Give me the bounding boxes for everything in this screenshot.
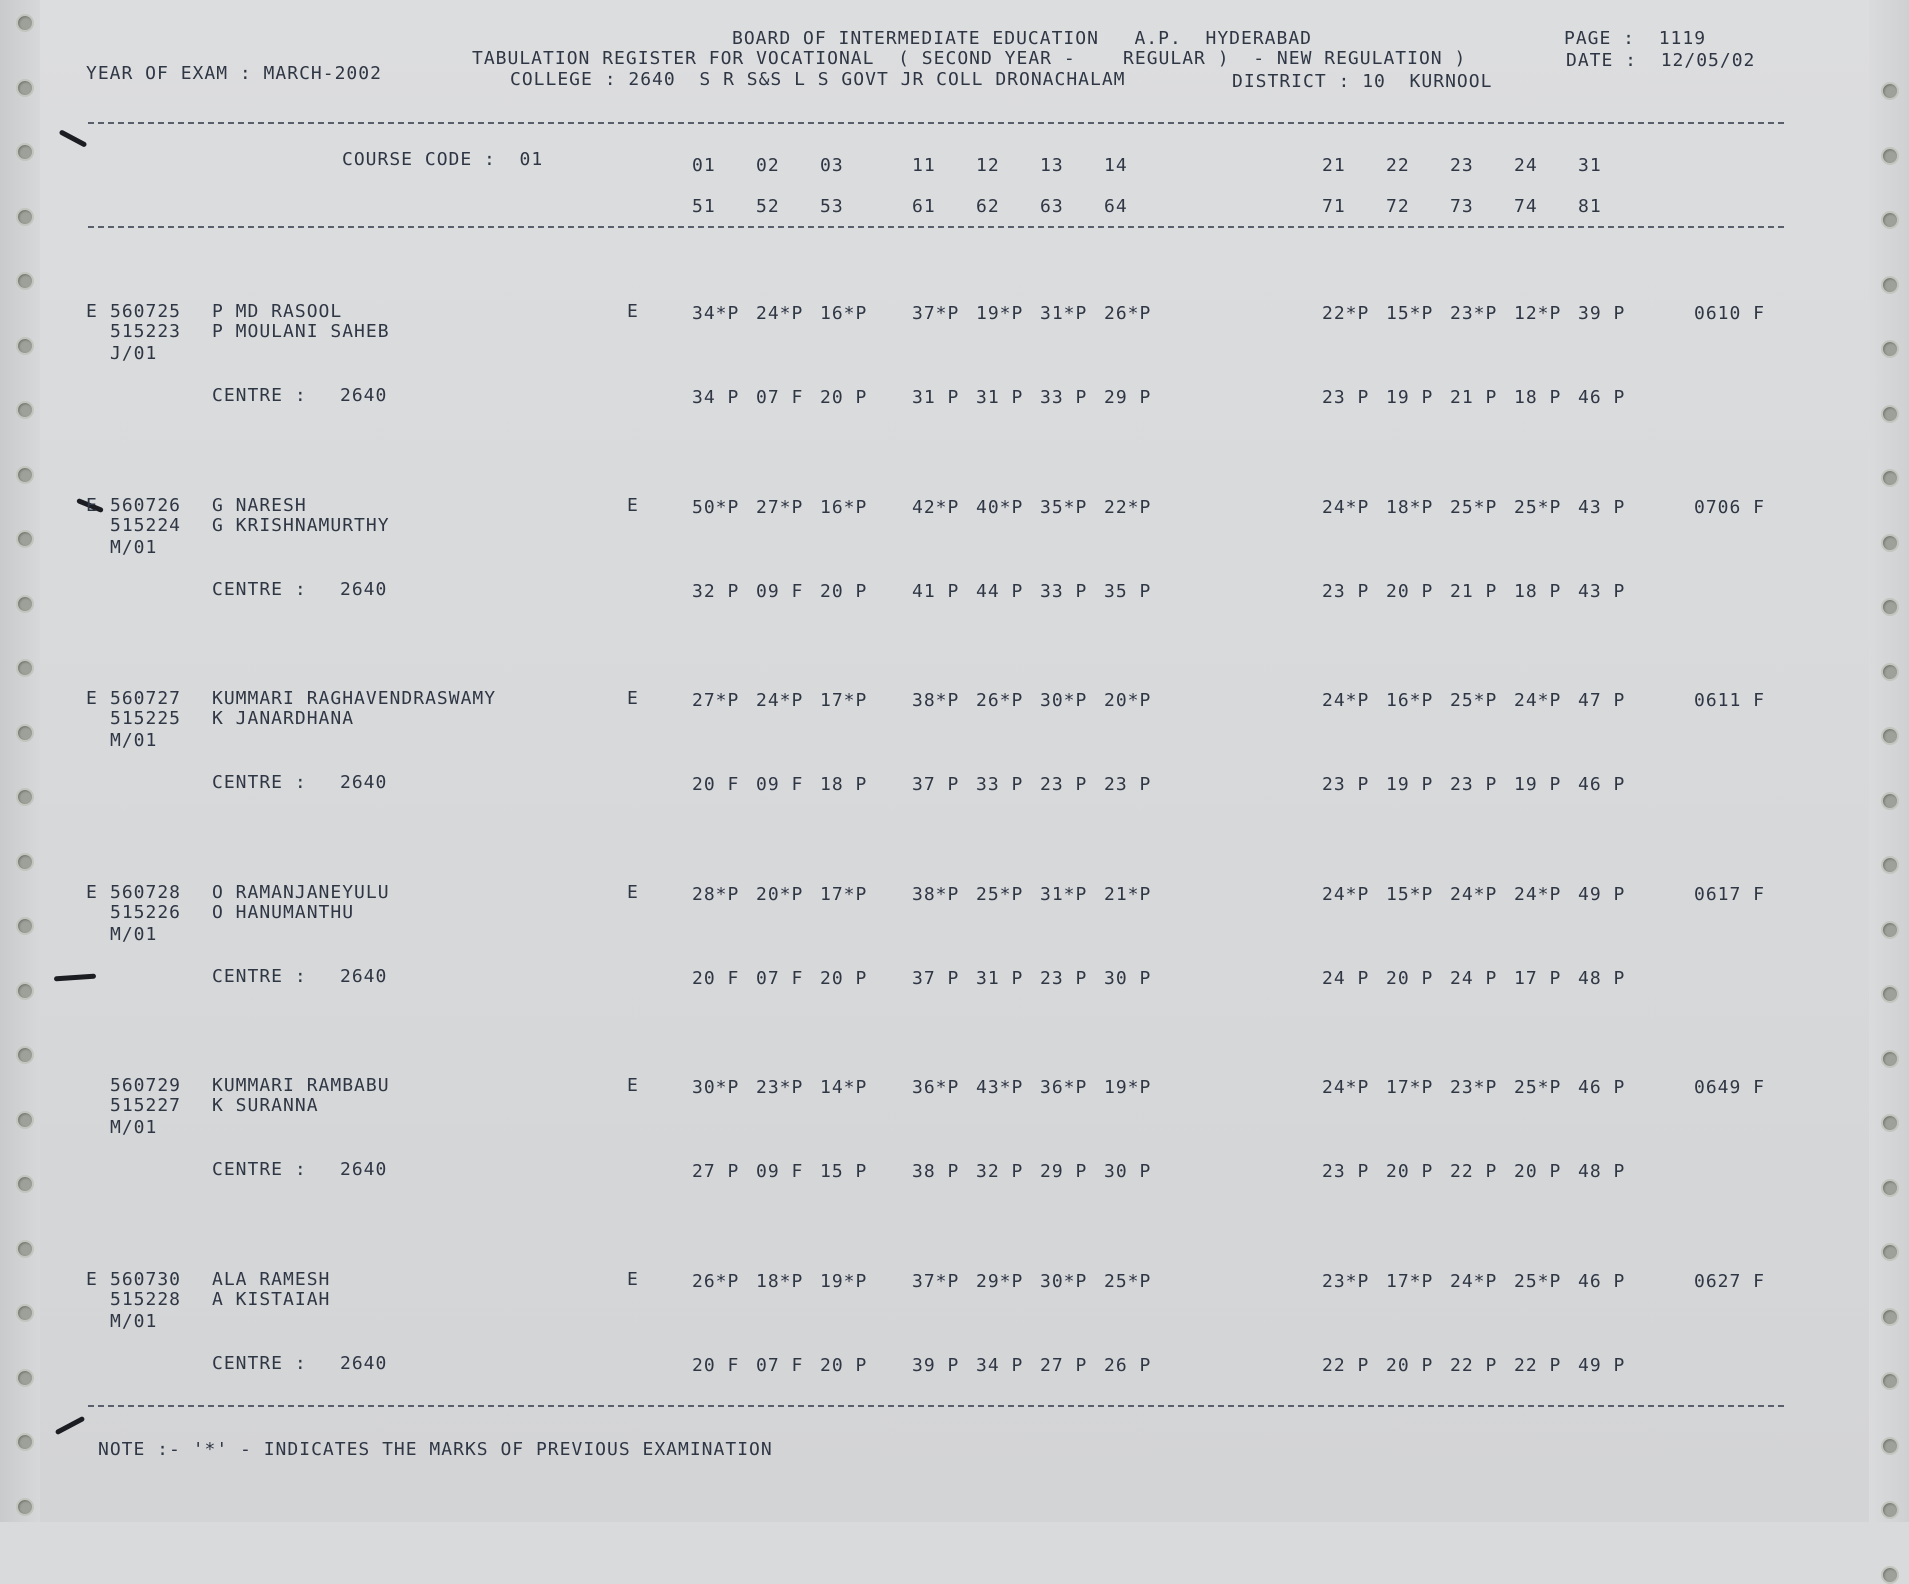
group-code: M/01 [110, 536, 158, 558]
mark-cell: 30 P [1104, 1161, 1152, 1182]
mark-cell: 15*P [1386, 883, 1434, 905]
feed-hole [1881, 663, 1899, 681]
subject-code: 81 [1578, 196, 1602, 217]
mark-cell: 29*P [976, 1270, 1024, 1292]
mark-cell: 24*P [1322, 1077, 1370, 1098]
mark-cell: 31 P [976, 967, 1024, 989]
mark-cell: 31*P [1040, 883, 1088, 905]
feed-hole [16, 530, 34, 548]
mark-cell: 22*P [1104, 496, 1152, 518]
mark-cell: 19*P [820, 1270, 868, 1292]
feed-hole [16, 466, 34, 484]
group-code: M/01 [110, 730, 158, 751]
mark-cell: 30 P [1104, 967, 1152, 989]
mark-cell: 31 P [976, 387, 1024, 408]
mark-cell: 20 P [820, 1354, 868, 1376]
mark-cell: 21*P [1104, 883, 1152, 905]
mark-cell: 33 P [1040, 580, 1088, 602]
mark-cell: 20 F [692, 967, 740, 989]
pen-mark [54, 974, 96, 982]
student-name: P MD RASOOL [212, 301, 343, 322]
mark-cell: 36*P [1040, 1077, 1088, 1098]
subject-code: 62 [976, 196, 1000, 217]
group-code: J/01 [110, 343, 158, 364]
hall-ticket-number: 515228 [110, 1288, 182, 1310]
feed-hole [16, 724, 34, 742]
subject-code: 31 [1578, 155, 1602, 176]
college-name: COLLEGE : 2640 S R S&S L S GOVT JR COLL DRONACHALAM [510, 69, 1126, 90]
mark-cell: 34 P [976, 1354, 1024, 1376]
mark-cell: 16*P [1386, 690, 1434, 711]
register-number: 560730 [110, 1268, 182, 1290]
feed-hole [16, 1046, 34, 1064]
mark-cell: 43 P [1578, 496, 1626, 518]
feed-hole [1881, 211, 1899, 229]
mark-cell: 09 F [756, 774, 804, 795]
register-number: 560725 [110, 301, 182, 322]
feed-hole [16, 1175, 34, 1193]
feed-hole [1881, 1437, 1899, 1455]
student-name: KUMMARI RAGHAVENDRASWAMY [212, 688, 497, 709]
mark-cell: 20 P [1514, 1161, 1562, 1182]
feed-hole [16, 1498, 34, 1516]
mark-cell: 18*P [756, 1270, 804, 1292]
register-number: 560729 [110, 1075, 182, 1096]
mark-cell: 24*P [1450, 883, 1498, 905]
register-title: TABULATION REGISTER FOR VOCATIONAL ( SECOND YEAR - REGULAR ) - NEW REGULATION ) [472, 48, 1467, 69]
print-date: DATE : 12/05/02 [1566, 50, 1756, 71]
group-code: M/01 [110, 1117, 158, 1138]
pen-mark [59, 129, 88, 147]
pen-mark [55, 1416, 86, 1435]
mark-cell: 24 P [1322, 967, 1370, 989]
subject-code: 01 [692, 155, 716, 176]
mark-cell: 20 P [1386, 967, 1434, 989]
mark-cell: 17*P [1386, 1270, 1434, 1292]
centre-code: 2640 [340, 1159, 388, 1180]
centre-code: 2640 [340, 965, 388, 987]
year-of-exam: YEAR OF EXAM : MARCH-2002 [86, 63, 382, 84]
subject-code: 21 [1322, 155, 1346, 176]
mark-cell: 23 P [1322, 387, 1370, 408]
register-number: 560728 [110, 881, 182, 903]
mark-cell: 17*P [820, 690, 868, 711]
centre-code: 2640 [340, 772, 388, 793]
student-name: KUMMARI RAMBABU [212, 1075, 390, 1096]
mark-cell: 41 P [912, 580, 960, 602]
mark-cell: 35 P [1104, 580, 1152, 602]
mark-cell: 24 P [1450, 967, 1498, 989]
mark-cell: 37*P [912, 303, 960, 324]
subject-code: 73 [1450, 196, 1474, 217]
subject-code: 24 [1514, 155, 1538, 176]
total-result: 0627 F [1694, 1270, 1766, 1292]
subject-code: 14 [1104, 155, 1128, 176]
mark-cell: 43 P [1578, 580, 1626, 602]
mark-cell: 19 P [1386, 774, 1434, 795]
mark-cell: 19*P [976, 303, 1024, 324]
mark-cell: 47 P [1578, 690, 1626, 711]
feed-hole [1881, 276, 1899, 294]
feed-hole [16, 208, 34, 226]
status-flag: E [86, 881, 98, 903]
feed-hole [1881, 1050, 1899, 1068]
total-result: 0611 F [1694, 690, 1766, 711]
mark-cell: 44 P [976, 580, 1024, 602]
register-number: 560726 [110, 494, 182, 516]
subject-code: 23 [1450, 155, 1474, 176]
centre-code: 2640 [340, 1352, 388, 1374]
mark-cell: 23*P [1322, 1270, 1370, 1292]
mark-cell: 19 P [1386, 387, 1434, 408]
centre-code: 2640 [340, 578, 388, 600]
father-name: K JANARDHANA [212, 708, 355, 729]
page-number: PAGE : 1119 [1564, 28, 1707, 49]
mark-cell: 17*P [820, 883, 868, 905]
footnote: NOTE :- '*' - INDICATES THE MARKS OF PREVIOUS EXAMINATION [98, 1439, 773, 1460]
feed-hole [16, 595, 34, 613]
mark-cell: 22 P [1450, 1354, 1498, 1376]
mark-cell: 37*P [912, 1270, 960, 1292]
mark-cell: 39 P [912, 1354, 960, 1376]
status-flag: E [86, 301, 98, 322]
status-flag: E [86, 1268, 98, 1290]
subject-code: 52 [756, 196, 780, 217]
mark-cell: 31 P [912, 387, 960, 408]
divider-line [88, 226, 1784, 228]
status-flag: E [86, 688, 98, 709]
hall-ticket-number: 515224 [110, 514, 182, 536]
feed-hole [1881, 534, 1899, 552]
mark-cell: 29 P [1040, 1161, 1088, 1182]
feed-hole [1881, 405, 1899, 423]
course-code: COURSE CODE : 01 [342, 149, 544, 170]
feed-hole [1881, 1114, 1899, 1132]
divider-line [88, 122, 1784, 124]
student-name: G NARESH [212, 494, 307, 516]
mark-cell: 24*P [1322, 883, 1370, 905]
subject-code: 03 [820, 155, 844, 176]
total-result: 0617 F [1694, 883, 1766, 905]
tractor-feed-right [1869, 0, 1909, 1522]
feed-hole [16, 917, 34, 935]
mark-cell: 18 P [1514, 387, 1562, 408]
group-code: M/01 [110, 923, 158, 945]
mark-cell: 42*P [912, 496, 960, 518]
mark-cell: 16*P [820, 496, 868, 518]
feed-hole [1881, 1308, 1899, 1326]
mark-cell: 23 P [1322, 1161, 1370, 1182]
feed-hole [16, 272, 34, 290]
mark-cell: 16*P [820, 303, 868, 324]
divider-line [88, 1405, 1784, 1407]
hall-ticket-number: 515223 [110, 321, 182, 342]
mark-cell: 19 P [1514, 774, 1562, 795]
mark-cell: 22 P [1322, 1354, 1370, 1376]
mark-cell: 36*P [912, 1077, 960, 1098]
mark-cell: 24*P [756, 303, 804, 324]
mark-cell: 25*P [1514, 1077, 1562, 1098]
centre-label: CENTRE : [212, 965, 307, 987]
feed-hole [1881, 469, 1899, 487]
mark-cell: 39 P [1578, 303, 1626, 324]
hall-ticket-number: 515226 [110, 901, 182, 923]
medium-code: E [627, 1268, 639, 1290]
mark-cell: 07 F [756, 387, 804, 408]
feed-hole [16, 1304, 34, 1322]
mark-cell: 34 P [692, 387, 740, 408]
centre-label: CENTRE : [212, 385, 307, 406]
mark-cell: 25*P [1450, 690, 1498, 711]
feed-hole [1881, 921, 1899, 939]
mark-cell: 20*P [1104, 690, 1152, 711]
feed-hole [16, 401, 34, 419]
feed-hole [16, 1111, 34, 1129]
feed-hole [16, 982, 34, 1000]
feed-hole [16, 788, 34, 806]
mark-cell: 07 F [756, 967, 804, 989]
subject-code: 74 [1514, 196, 1538, 217]
mark-cell: 20 F [692, 774, 740, 795]
mark-cell: 20 P [820, 580, 868, 602]
total-result: 0649 F [1694, 1077, 1766, 1098]
mark-cell: 30*P [692, 1077, 740, 1098]
subject-code: 71 [1322, 196, 1346, 217]
subject-code: 12 [976, 155, 1000, 176]
mark-cell: 23*P [1450, 1077, 1498, 1098]
feed-hole [1881, 1501, 1899, 1519]
medium-code: E [627, 1075, 639, 1096]
feed-hole [1881, 856, 1899, 874]
subject-code: 02 [756, 155, 780, 176]
feed-hole [1881, 82, 1899, 100]
mark-cell: 30*P [1040, 1270, 1088, 1292]
mark-cell: 22 P [1450, 1161, 1498, 1182]
feed-hole [1881, 1566, 1899, 1584]
mark-cell: 07 F [756, 1354, 804, 1376]
mark-cell: 33 P [976, 774, 1024, 795]
father-name: A KISTAIAH [212, 1288, 331, 1310]
subject-code: 61 [912, 196, 936, 217]
feed-hole [1881, 985, 1899, 1003]
mark-cell: 17 P [1514, 967, 1562, 989]
feed-hole [16, 1433, 34, 1451]
mark-cell: 38*P [912, 690, 960, 711]
mark-cell: 30*P [1040, 690, 1088, 711]
mark-cell: 25*P [1104, 1270, 1152, 1292]
mark-cell: 43*P [976, 1077, 1024, 1098]
medium-code: E [627, 494, 639, 516]
mark-cell: 26*P [692, 1270, 740, 1292]
mark-cell: 46 P [1578, 1270, 1626, 1292]
father-name: O HANUMANTHU [212, 901, 355, 923]
feed-hole [16, 1240, 34, 1258]
mark-cell: 49 P [1578, 883, 1626, 905]
mark-cell: 23 P [1322, 774, 1370, 795]
centre-label: CENTRE : [212, 772, 307, 793]
mark-cell: 09 F [756, 580, 804, 602]
mark-cell: 27 P [692, 1161, 740, 1182]
mark-cell: 50*P [692, 496, 740, 518]
mark-cell: 33 P [1040, 387, 1088, 408]
centre-label: CENTRE : [212, 1159, 307, 1180]
mark-cell: 18*P [1386, 496, 1434, 518]
mark-cell: 20 F [692, 1354, 740, 1376]
mark-cell: 15 P [820, 1161, 868, 1182]
mark-cell: 20 P [1386, 1354, 1434, 1376]
mark-cell: 25*P [1514, 1270, 1562, 1292]
mark-cell: 18 P [820, 774, 868, 795]
mark-cell: 23 P [1040, 774, 1088, 795]
register-number: 560727 [110, 688, 182, 709]
student-name: ALA RAMESH [212, 1268, 331, 1290]
feed-hole [16, 79, 34, 97]
feed-hole [1881, 598, 1899, 616]
mark-cell: 24*P [1514, 883, 1562, 905]
feed-hole [16, 1369, 34, 1387]
mark-cell: 25*P [1450, 496, 1498, 518]
feed-hole [16, 853, 34, 871]
subject-code: 72 [1386, 196, 1410, 217]
mark-cell: 20 P [820, 387, 868, 408]
mark-cell: 37 P [912, 967, 960, 989]
mark-cell: 49 P [1578, 1354, 1626, 1376]
district: DISTRICT : 10 KURNOOL [1232, 71, 1493, 92]
mark-cell: 25*P [976, 883, 1024, 905]
hall-ticket-number: 515227 [110, 1095, 182, 1116]
mark-cell: 27*P [756, 496, 804, 518]
mark-cell: 24*P [1450, 1270, 1498, 1292]
medium-code: E [627, 301, 639, 322]
mark-cell: 18 P [1514, 580, 1562, 602]
mark-cell: 26*P [1104, 303, 1152, 324]
centre-code: 2640 [340, 385, 388, 406]
feed-hole [1881, 1243, 1899, 1261]
mark-cell: 26 P [1104, 1354, 1152, 1376]
mark-cell: 46 P [1578, 1077, 1626, 1098]
father-name: G KRISHNAMURTHY [212, 514, 390, 536]
centre-label: CENTRE : [212, 1352, 307, 1374]
feed-hole [16, 143, 34, 161]
mark-cell: 34*P [692, 303, 740, 324]
board-title: BOARD OF INTERMEDIATE EDUCATION A.P. HYDERABAD [732, 28, 1313, 49]
mark-cell: 26*P [976, 690, 1024, 711]
mark-cell: 24*P [1322, 496, 1370, 518]
mark-cell: 28*P [692, 883, 740, 905]
tractor-feed-left [0, 0, 40, 1522]
mark-cell: 17*P [1386, 1077, 1434, 1098]
mark-cell: 23 P [1104, 774, 1152, 795]
mark-cell: 40*P [976, 496, 1024, 518]
mark-cell: 46 P [1578, 387, 1626, 408]
mark-cell: 32 P [692, 580, 740, 602]
hall-ticket-number: 515225 [110, 708, 182, 729]
mark-cell: 48 P [1578, 967, 1626, 989]
mark-cell: 38 P [912, 1161, 960, 1182]
mark-cell: 25*P [1514, 496, 1562, 518]
mark-cell: 37 P [912, 774, 960, 795]
mark-cell: 19*P [1104, 1077, 1152, 1098]
mark-cell: 24*P [1322, 690, 1370, 711]
mark-cell: 21 P [1450, 387, 1498, 408]
mark-cell: 27*P [692, 690, 740, 711]
father-name: P MOULANI SAHEB [212, 321, 390, 342]
feed-hole [16, 14, 34, 32]
feed-hole [1881, 792, 1899, 810]
subject-code: 11 [912, 155, 936, 176]
feed-hole [1881, 147, 1899, 165]
subject-code: 22 [1386, 155, 1410, 176]
group-code: M/01 [110, 1310, 158, 1332]
subject-code: 13 [1040, 155, 1064, 176]
medium-code: E [627, 688, 639, 709]
mark-cell: 12*P [1514, 303, 1562, 324]
total-result: 0610 F [1694, 303, 1766, 324]
mark-cell: 38*P [912, 883, 960, 905]
feed-hole [1881, 1372, 1899, 1390]
feed-hole [16, 337, 34, 355]
mark-cell: 23 P [1322, 580, 1370, 602]
mark-cell: 20 P [1386, 580, 1434, 602]
mark-cell: 23*P [1450, 303, 1498, 324]
mark-cell: 21 P [1450, 580, 1498, 602]
student-name: O RAMANJANEYULU [212, 881, 390, 903]
medium-code: E [627, 881, 639, 903]
mark-cell: 24*P [1514, 690, 1562, 711]
mark-cell: 14*P [820, 1077, 868, 1098]
subject-code: 64 [1104, 196, 1128, 217]
total-result: 0706 F [1694, 496, 1766, 518]
mark-cell: 20 P [820, 967, 868, 989]
mark-cell: 20 P [1386, 1161, 1434, 1182]
mark-cell: 24*P [756, 690, 804, 711]
subject-code: 53 [820, 196, 844, 217]
mark-cell: 22*P [1322, 303, 1370, 324]
mark-cell: 09 F [756, 1161, 804, 1182]
mark-cell: 35*P [1040, 496, 1088, 518]
mark-cell: 22 P [1514, 1354, 1562, 1376]
mark-cell: 48 P [1578, 1161, 1626, 1182]
feed-hole [16, 659, 34, 677]
feed-hole [1881, 727, 1899, 745]
subject-code: 63 [1040, 196, 1064, 217]
mark-cell: 20*P [756, 883, 804, 905]
status-flag: E [86, 494, 98, 516]
feed-hole [1881, 340, 1899, 358]
mark-cell: 23 P [1040, 967, 1088, 989]
mark-cell: 32 P [976, 1161, 1024, 1182]
mark-cell: 23*P [756, 1077, 804, 1098]
feed-hole [1881, 1179, 1899, 1197]
mark-cell: 46 P [1578, 774, 1626, 795]
mark-cell: 29 P [1104, 387, 1152, 408]
mark-cell: 27 P [1040, 1354, 1088, 1376]
centre-label: CENTRE : [212, 578, 307, 600]
father-name: K SURANNA [212, 1095, 319, 1116]
subject-code: 51 [692, 196, 716, 217]
mark-cell: 23 P [1450, 774, 1498, 795]
mark-cell: 15*P [1386, 303, 1434, 324]
mark-cell: 31*P [1040, 303, 1088, 324]
